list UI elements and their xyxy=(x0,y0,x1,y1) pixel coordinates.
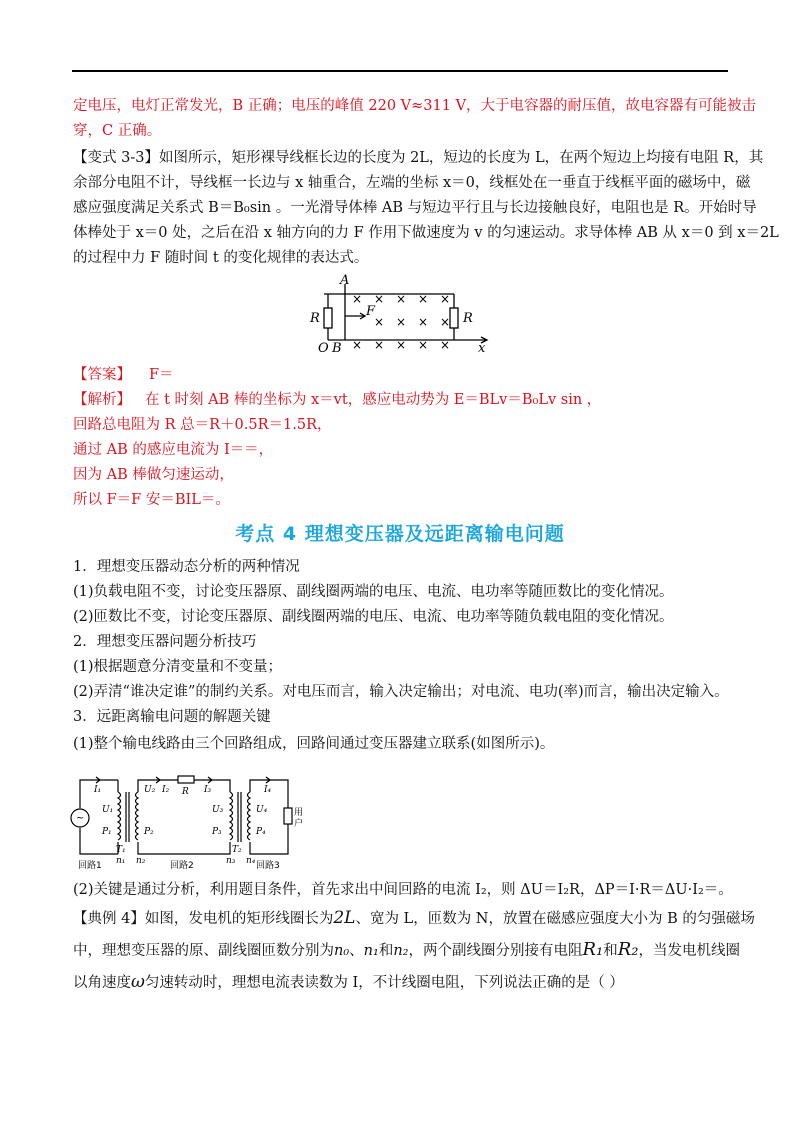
label-I3: I₃ xyxy=(204,785,212,795)
body-line: (1)根据题意分清变量和不变量； xyxy=(73,659,283,675)
label-n2: n₂ xyxy=(136,856,146,866)
example-4-text: 、宽为 L，匝数为 N，放置在磁感应强度大小为 B 的匀强磁场 xyxy=(355,911,755,927)
label-O: O xyxy=(318,341,329,356)
header-rule xyxy=(72,70,728,72)
label-n3: n₃ xyxy=(226,856,236,866)
analysis-line-4: 因为 AB 棒做匀速运动， xyxy=(73,467,234,483)
analysis-tag: 【解析】 xyxy=(73,392,131,408)
field-cross: × xyxy=(418,338,429,352)
label-loop1: 回路1 xyxy=(78,861,102,871)
analysis-text-1: 在 t 时刻 AB 棒的坐标为 x＝vt，感应电动势为 E＝BLv＝B₀Lv sin ， xyxy=(145,392,602,408)
label-T2: T₂ xyxy=(232,845,242,855)
example-4-text: ，两个副线圈分别接有电阻 xyxy=(408,943,583,959)
label-n1: n₁ xyxy=(116,856,126,866)
analysis-line-5: 所以 F＝F 安＝BIL＝。 xyxy=(73,492,230,508)
label-x: x xyxy=(478,341,486,356)
field-cross: × xyxy=(374,315,385,329)
field-cross: × xyxy=(440,292,451,306)
label-user-top: 用 xyxy=(294,808,304,818)
field-cross: × xyxy=(440,338,451,352)
label-R-left: R xyxy=(310,311,320,326)
body-line: (2)匝数比不变，讨论变压器原、副线圈两端的电压、电流、电功率等随负载电阻的变化情况。 xyxy=(73,609,674,625)
body-line: 1．理想变压器动态分析的两种情况 xyxy=(73,559,300,575)
example-4-tag: 【典例 4】 xyxy=(73,911,145,927)
field-cross: × xyxy=(352,338,363,352)
label-A: A xyxy=(340,273,350,288)
label-B: B xyxy=(332,341,342,356)
label-I4: I₄ xyxy=(264,785,272,795)
section-heading: 考点 4 理想变压器及远距离输电问题 xyxy=(235,523,565,545)
field-cross: × xyxy=(418,315,429,329)
frame-conductor-figure xyxy=(300,272,500,356)
field-cross: × xyxy=(374,338,385,352)
label-P2: P₂ xyxy=(144,827,154,837)
body-line: (1)负载电阻不变，讨论变压器原、副线圈两端的电压、电流、电功率等随匝数比的变化情况。 xyxy=(73,584,674,600)
analysis-line-2: 回路总电阻为 R 总＝R＋0.5R＝1.5R， xyxy=(73,417,332,433)
variant-3-3-line-3: 感应强度满足关系式 B＝B₀sin 。一光滑导体棒 AB 与短边平行且与长边接触良好，电阻也是 R。开始时导 xyxy=(73,200,757,216)
example-4-text: ，当发电机线圈 xyxy=(638,943,741,959)
label-U1: U₁ xyxy=(102,805,114,815)
label-n4: n₄ xyxy=(246,856,256,866)
variant-3-3-text-1: 如图所示，矩形裸导线框长边的长度为 2L，短边的长度为 L，在两个短边上均接有电阻 R，其 xyxy=(158,150,764,166)
label-T1: T₁ xyxy=(116,845,126,855)
math-n0: n₀ xyxy=(334,943,350,959)
field-cross: × xyxy=(352,292,363,306)
field-cross: × xyxy=(396,338,407,352)
label-P4: P₄ xyxy=(256,827,266,837)
analysis-line-1 xyxy=(73,390,601,410)
example-4-line-2 xyxy=(73,940,740,961)
label-I1: I₁ xyxy=(94,785,102,795)
body-line: (1)整个输电线路由三个回路组成，回路间通过变压器建立联系(如图所示)。 xyxy=(73,736,555,752)
label-I2: I₂ xyxy=(162,785,170,795)
body-line: 2．理想变压器问题分析技巧 xyxy=(73,634,257,650)
field-cross: × xyxy=(418,292,429,306)
body-line: 3．远距离输电问题的解题关键 xyxy=(73,709,271,725)
label-R: R xyxy=(182,787,189,797)
variant-3-3-line-2: 余部分电阻不计，导线框一长边与 x 轴重合，左端的坐标 x＝0，线框处在一垂直于线框平面的磁场中，磁 xyxy=(73,175,751,191)
body-line: (2)弄清“谁决定谁”的制约关系。对电压而言，输入决定输出；对电流、电功(率)而言，输出决定输入。 xyxy=(73,684,729,700)
label-loop3: 回路3 xyxy=(256,861,280,871)
example-4-line-3 xyxy=(73,972,624,993)
label-loop2: 回路2 xyxy=(170,861,194,871)
example-4-text: 以角速度 xyxy=(73,975,131,991)
label-P1: P₁ xyxy=(102,827,112,837)
field-cross: × xyxy=(396,315,407,329)
example-4-text: 中，理想变压器的原、副线圈匝数分别为 xyxy=(73,943,334,959)
example-4-text: 匀速转动时，理想电流表读数为 I，不计线圈电阻，下列说法正确的是（ ） xyxy=(144,975,624,991)
label-U4: U₄ xyxy=(256,805,268,815)
transmission-circuit-figure xyxy=(70,768,310,872)
body-line: (2)关键是通过分析，利用题目条件，首先求出中间回路的电流 I₂，则 ΔU＝I₂R，ΔP＝I·R＝ΔU·I₂＝。 xyxy=(73,882,733,898)
prev-solution-line-1: 定电压，电灯正常发光，B 正确；电压的峰值 220 V≈311 V，大于电容器的耐压值，故电容器有可能被击 xyxy=(73,98,757,114)
math-R1: R₁ xyxy=(582,939,604,960)
label-U2: U₂ xyxy=(144,785,156,795)
label-user-bottom: 户 xyxy=(294,819,304,829)
label-F: F xyxy=(366,304,376,319)
variant-3-3-line-4: 体棒处于 x＝0 处，之后在沿 x 轴方向的力 F 作用下做速度为 v 的匀速运动。求导体棒 AB 从 x＝0 到 x＝2L xyxy=(73,225,779,241)
example-4-text: 和 xyxy=(378,943,394,959)
prev-solution-line-2: 穿，C 正确。 xyxy=(73,123,162,139)
variant-3-3-line-5: 的过程中力 F 随时间 t 的变化规律的表达式。 xyxy=(73,250,369,266)
example-4-text: 和 xyxy=(603,943,618,959)
answer-text: F＝ xyxy=(149,367,174,383)
example-4-text: 如图，发电机的矩形线圈长为 xyxy=(144,911,334,927)
variant-3-3-tag: 【变式 3-3】 xyxy=(73,150,159,166)
answer-tag: 【答案】 xyxy=(73,367,131,383)
ac-source-icon: ~ xyxy=(76,813,85,824)
field-cross: × xyxy=(440,315,451,329)
label-R-right: R xyxy=(463,311,473,326)
label-P3: P₃ xyxy=(212,827,222,837)
math-n1: n₁ xyxy=(363,943,379,959)
label-U3: U₃ xyxy=(212,805,224,815)
variant-3-3-line-1 xyxy=(73,148,763,168)
analysis-line-3: 通过 AB 的感应电流为 I＝＝， xyxy=(73,442,274,458)
field-cross: × xyxy=(374,292,385,306)
example-4-text: 、 xyxy=(349,943,364,959)
example-4-line-1 xyxy=(73,908,755,929)
math-2L: 2L xyxy=(333,908,356,928)
math-R2: R₂ xyxy=(617,939,639,960)
math-omega: ω xyxy=(131,972,145,992)
math-n2: n₂ xyxy=(393,943,409,959)
answer-line xyxy=(73,365,174,385)
field-cross: × xyxy=(396,292,407,306)
